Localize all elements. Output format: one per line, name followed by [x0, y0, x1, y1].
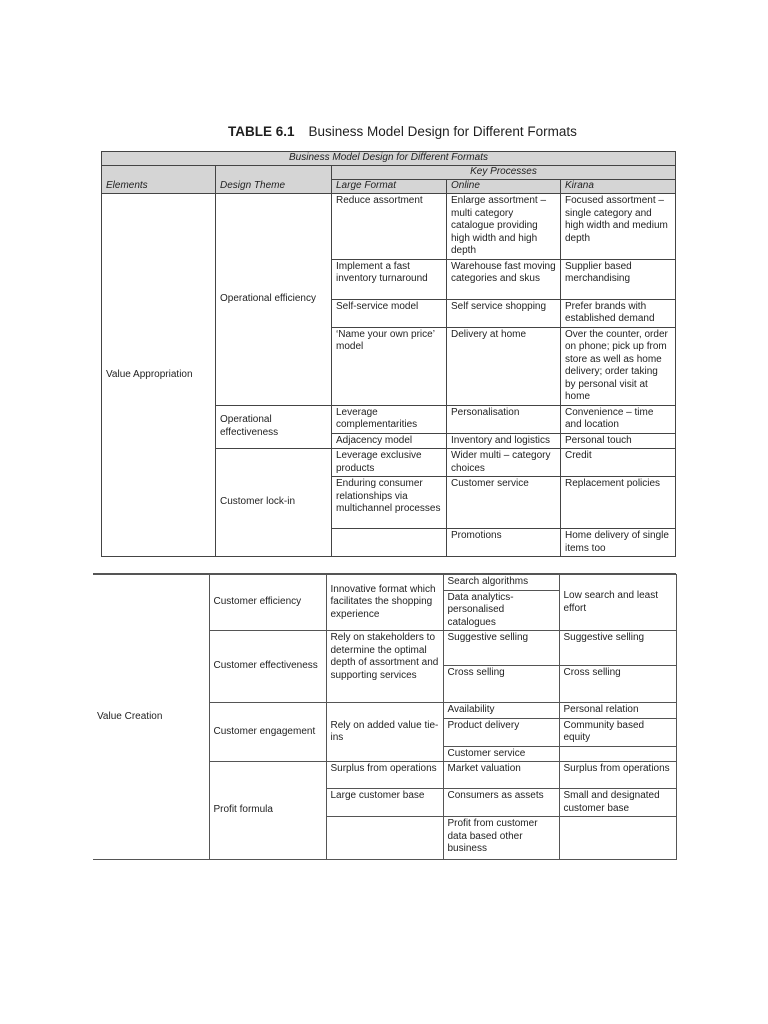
- cell-online: Enlarge assortment – multi category catalogue providing high width and high depth: [447, 194, 561, 260]
- cell-online: Customer service: [443, 746, 559, 762]
- cell-kirana: Surplus from operations: [559, 762, 676, 789]
- cell-online: Product delivery: [443, 718, 559, 746]
- theme-customer-effectiveness: Customer effectiveness: [209, 631, 326, 703]
- header-kirana: Kirana: [561, 180, 676, 194]
- cell-kirana: [559, 746, 676, 762]
- cell-online: Self service shopping: [447, 299, 561, 327]
- cell-online: Suggestive selling: [443, 631, 559, 666]
- cell-large-format: Large customer base: [326, 789, 443, 817]
- cell-kirana: Community based equity: [559, 718, 676, 746]
- cell-large-format: Surplus from operations: [326, 762, 443, 789]
- cell-large-format: Implement a fast inventory turnaround: [332, 259, 447, 299]
- theme-customer-efficiency: Customer efficiency: [209, 575, 326, 631]
- header-elements: Elements: [102, 180, 216, 194]
- cell-large-format: Adjacency model: [332, 433, 447, 449]
- theme-operational-effectiveness: Operational effectiveness: [216, 405, 332, 449]
- cell-online: Wider multi – category choices: [447, 449, 561, 477]
- cell-large-format: Enduring consumer relationships via multichannel processes: [332, 477, 447, 529]
- theme-customer-lock-in: Customer lock-in: [216, 449, 332, 557]
- cell-kirana: Home delivery of single items too: [561, 529, 676, 557]
- cell-online: Inventory and logistics: [447, 433, 561, 449]
- cell-online: Promotions: [447, 529, 561, 557]
- cell-online: Personalisation: [447, 405, 561, 433]
- cell-kirana: Prefer brands with established demand: [561, 299, 676, 327]
- header-large-format: Large Format: [332, 180, 447, 194]
- cell-kirana: Low search and least effort: [559, 575, 676, 631]
- cell-kirana: Convenience – time and location: [561, 405, 676, 433]
- cell-kirana: Suggestive selling: [559, 631, 676, 666]
- cell-online: Search algorithms: [443, 575, 559, 591]
- key-processes-row: [102, 166, 676, 180]
- cell-large-format: Leverage exclusive products: [332, 449, 447, 477]
- cell-online: Availability: [443, 703, 559, 719]
- table-row: [93, 575, 676, 591]
- cell-large-format: ‘Name your own price’ model: [332, 327, 447, 405]
- business-model-table-part-1: [101, 151, 676, 557]
- header-online: Online: [447, 180, 561, 194]
- cell-large-format: [332, 529, 447, 557]
- theme-operational-efficiency: Operational efficiency: [216, 194, 332, 406]
- cell-online: Customer service: [447, 477, 561, 529]
- element-value-creation: Value Creation: [93, 575, 209, 860]
- header-design-theme: Design Theme: [216, 180, 332, 194]
- table-number: TABLE 6.1: [228, 124, 295, 139]
- table-caption: [228, 124, 577, 139]
- cell-kirana: [559, 817, 676, 860]
- banner-row: [102, 152, 676, 166]
- cell-online: Consumers as assets: [443, 789, 559, 817]
- cell-kirana: Personal touch: [561, 433, 676, 449]
- cell-online: Profit from customer data based other business: [443, 817, 559, 860]
- table-row: [102, 194, 676, 260]
- cell-online: Delivery at home: [447, 327, 561, 405]
- cell-kirana: Credit: [561, 449, 676, 477]
- key-processes-header: Key Processes: [332, 166, 676, 180]
- cell-large-format: Rely on stakeholders to determine the optimal depth of assortment and supporting services: [326, 631, 443, 703]
- cell-large-format: Self-service model: [332, 299, 447, 327]
- cell-online: Warehouse fast moving categories and skus: [447, 259, 561, 299]
- cell-online: Cross selling: [443, 666, 559, 703]
- theme-customer-engagement: Customer engagement: [209, 703, 326, 762]
- cell-kirana: Cross selling: [559, 666, 676, 703]
- business-model-table-part-2: [93, 574, 677, 860]
- cell-kirana: Replacement policies: [561, 477, 676, 529]
- cell-large-format: Reduce assortment: [332, 194, 447, 260]
- cell-large-format: Leverage complementarities: [332, 405, 447, 433]
- element-value-appropriation: Value Appropriation: [102, 194, 216, 557]
- cell-large-format: Rely on added value tie-ins: [326, 703, 443, 762]
- cell-kirana: Small and designated customer base: [559, 789, 676, 817]
- cell-large-format: [326, 817, 443, 860]
- cell-online: Data analytics-personalised catalogues: [443, 590, 559, 631]
- table-title: Business Model Design for Different Formats: [308, 124, 577, 139]
- cell-kirana: Focused assortment – single category and high width and medium depth: [561, 194, 676, 260]
- table-banner: Business Model Design for Different Formats: [102, 152, 676, 166]
- column-header-row: [102, 180, 676, 194]
- theme-profit-formula: Profit formula: [209, 762, 326, 860]
- cell-large-format: Innovative format which facilitates the shopping experience: [326, 575, 443, 631]
- cell-kirana: Supplier based merchandising: [561, 259, 676, 299]
- cell-kirana: Over the counter, order on phone; pick up from store as well as home delivery; order taking by personal visit at home: [561, 327, 676, 405]
- cell-online: Market valuation: [443, 762, 559, 789]
- cell-kirana: Personal relation: [559, 703, 676, 719]
